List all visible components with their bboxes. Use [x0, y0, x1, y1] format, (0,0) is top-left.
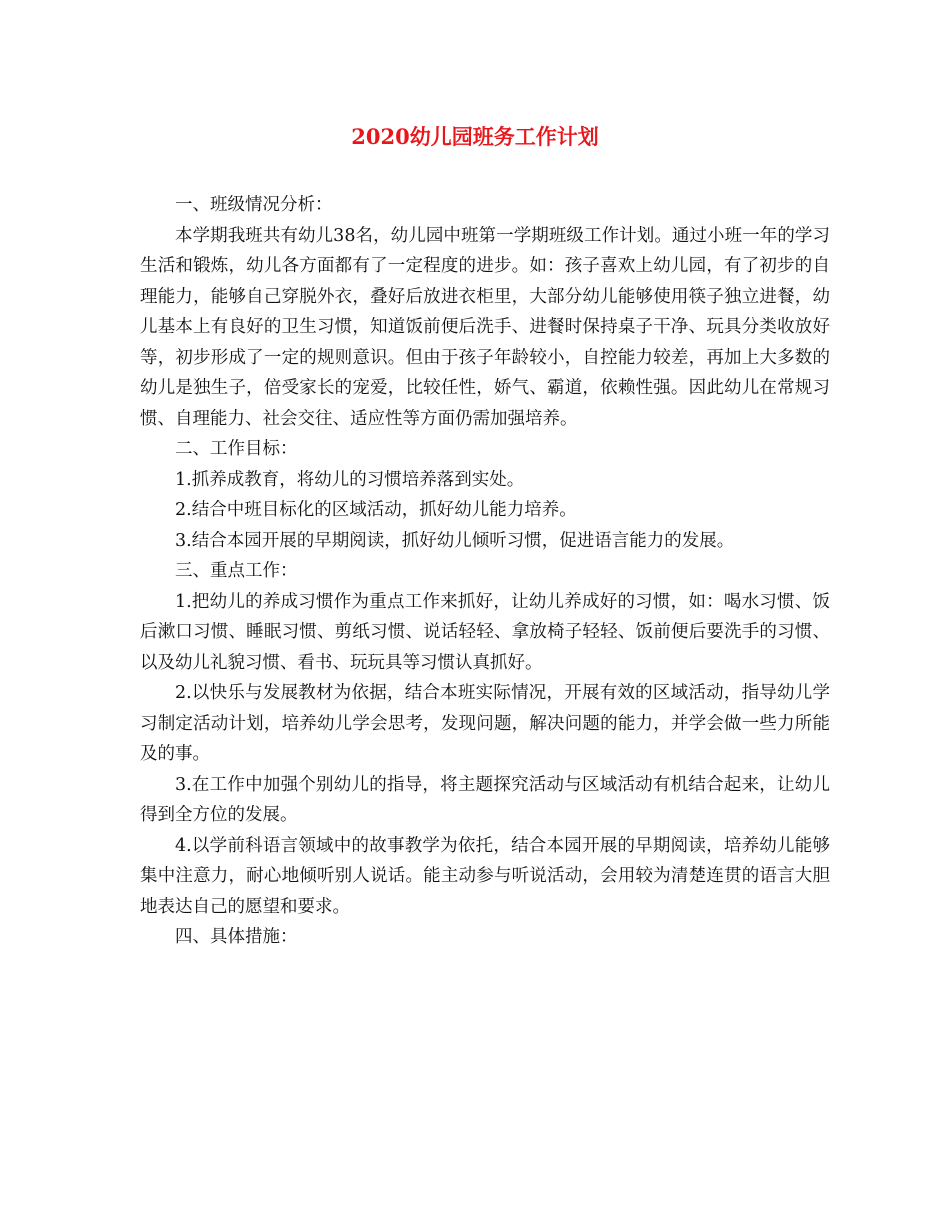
- document-body: [140, 190, 830, 953]
- key-work-item-1: 1.把幼儿的养成习惯作为重点工作来抓好，让幼儿养成好的习惯，如：喝水习惯、饭后漱口习惯、睡眠习惯、剪纸习惯、说话轻轻、拿放椅子轻轻、饭前便后要洗手的习惯、以及幼儿礼貌习惯、看书、玩玩具等习惯认真抓好。: [140, 591, 830, 673]
- section-heading-work-goals: 二、工作目标：: [175, 439, 298, 459]
- section-heading-measures: 四、具体措施：: [175, 927, 298, 947]
- section-heading-class-analysis: 一、班级情况分析：: [175, 195, 333, 215]
- paragraph-class-analysis: 本学期我班共有幼儿38名，幼儿园中班第一学期班级工作计划。通过小班一年的学习生活和锻炼，幼儿各方面都有了一定程度的进步。如：孩子喜欢上幼儿园，有了初步的自理能力，能够自己穿脱外衣，叠好后放进衣柜里，大部分幼儿能够使用筷子独立进餐，幼儿基本上有良好的卫生习惯，知道饭前便后洗手、进餐时保持桌子干净、玩具分类收放好等，初步形成了一定的规则意识。但由于孩子年龄较小，自控能力较差，再加上大多数的幼儿是独生子，倍受家长的宠爱，比较任性，娇气、霸道，依赖性强。因此幼儿在常规习惯、自理能力、社会交往、适应性等方面仍需加强培养。: [140, 225, 830, 429]
- key-work-item-4: 4.以学前科语言领域中的故事教学为依托，结合本园开展的早期阅读，培养幼儿能够集中注意力，耐心地倾听别人说话。能主动参与听说活动，会用较为清楚连贯的语言大胆地表达自己的愿望和要求。: [140, 835, 830, 917]
- goal-item-2: 2.结合中班目标化的区域活动，抓好幼儿能力培养。: [175, 500, 577, 520]
- key-work-item-2: 2.以快乐与发展教材为依据，结合本班实际情况，开展有效的区域活动，指导幼儿学习制定活动计划，培养幼儿学会思考，发现问题，解决问题的能力，并学会做一些力所能及的事。: [140, 683, 830, 764]
- document-title: 2020幼儿园班务工作计划: [351, 124, 599, 149]
- key-work-item-3: 3.在工作中加强个别幼儿的指导，将主题探究活动与区域活动有机结合起来，让幼儿得到全方位的发展。: [140, 774, 830, 825]
- section-heading-key-work: 三、重点工作：: [175, 561, 298, 581]
- goal-item-1: 1.抓养成教育，将幼儿的习惯培养落到实处。: [175, 469, 525, 490]
- goal-item-3: 3.结合本园开展的早期阅读，抓好幼儿倾听习惯，促进语言能力的发展。: [175, 530, 735, 551]
